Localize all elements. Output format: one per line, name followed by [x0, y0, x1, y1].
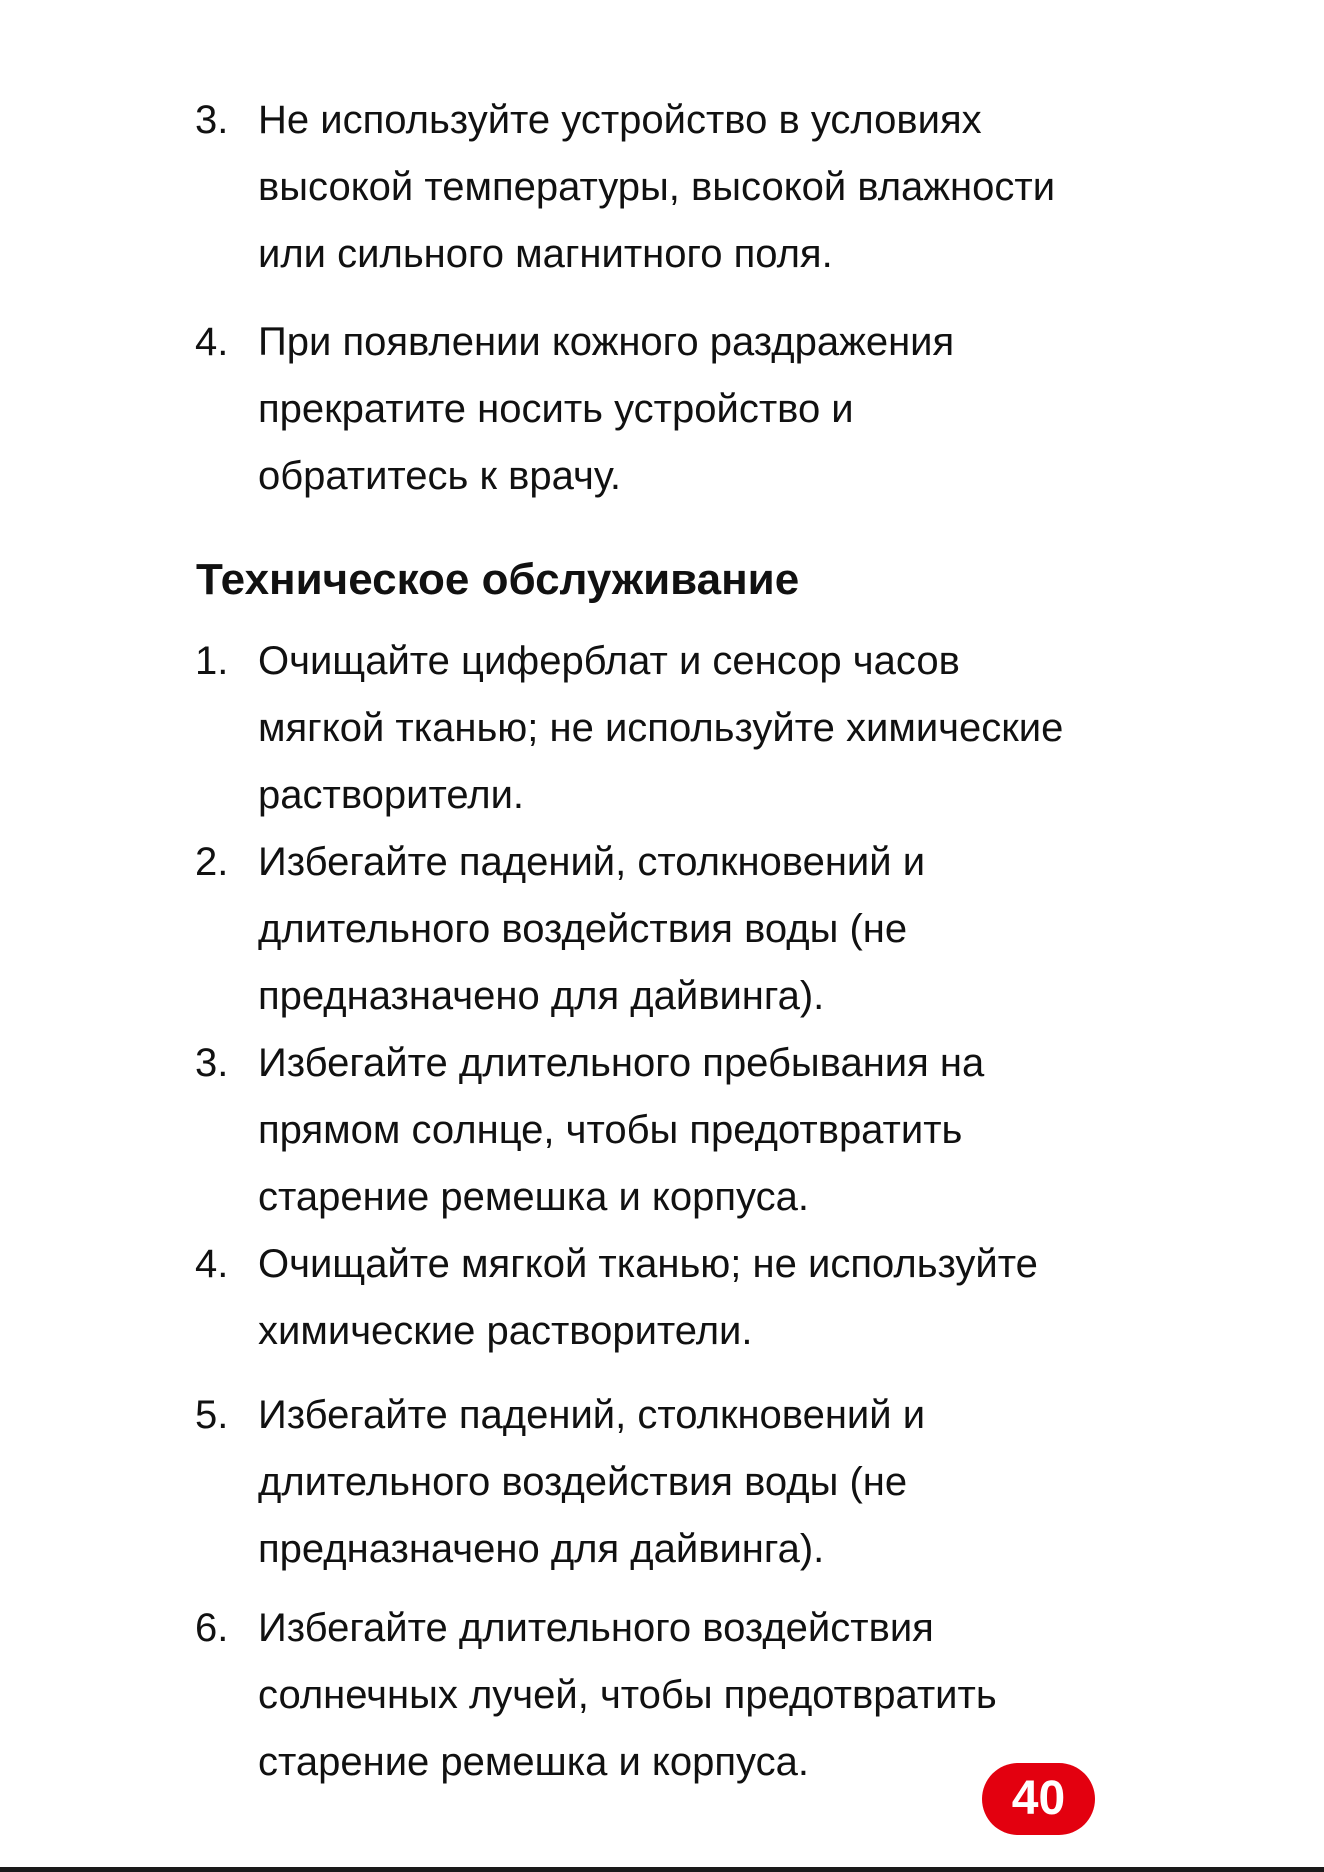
item-text: Не используйте устройство в условиях высокой температуры, высокой влажности или сильного магнитного поля.	[258, 98, 1056, 276]
item-text: Избегайте падений, столкновений и длительного воздействия воды (не предназначено для дайвинга).	[258, 1393, 926, 1571]
list-item	[0, 1030, 1324, 1231]
precautions-list	[0, 87, 1324, 510]
list-item	[0, 1382, 1324, 1583]
item-text: Очищайте циферблат и сенсор часов мягкой тканью; не используйте химические растворители.	[258, 639, 1064, 817]
item-number: 1.	[195, 639, 229, 683]
section-heading: Техническое обслуживание	[196, 555, 800, 604]
bottom-divider	[0, 1867, 1324, 1872]
item-number: 2.	[195, 840, 229, 884]
item-number: 3.	[195, 98, 229, 142]
item-number: 4.	[195, 320, 229, 364]
item-text: Очищайте мягкой тканью; не используйте химические растворители.	[258, 1242, 1038, 1353]
item-number: 4.	[195, 1242, 229, 1286]
list-item	[0, 87, 1324, 288]
list-item	[0, 628, 1324, 829]
list-item	[0, 309, 1324, 510]
item-number: 5.	[195, 1393, 229, 1437]
item-text: Избегайте длительного воздействия солнечных лучей, чтобы предотвратить старение ремешка и корпуса.	[258, 1606, 997, 1784]
maintenance-list	[0, 628, 1324, 1796]
page-number-badge: 40	[982, 1763, 1095, 1835]
item-number: 3.	[195, 1041, 229, 1085]
list-item	[0, 1231, 1324, 1365]
list-item	[0, 1595, 1324, 1796]
item-number: 6.	[195, 1606, 229, 1650]
item-text: Избегайте падений, столкновений и длительного воздействия воды (не предназначено для дайвинга).	[258, 840, 926, 1018]
list-item	[0, 829, 1324, 1030]
item-text: Избегайте длительного пребывания на прямом солнце, чтобы предотвратить старение ремешка и корпуса.	[258, 1041, 985, 1219]
item-text: При появлении кожного раздражения прекратите носить устройство и обратитесь к врачу.	[258, 320, 955, 498]
